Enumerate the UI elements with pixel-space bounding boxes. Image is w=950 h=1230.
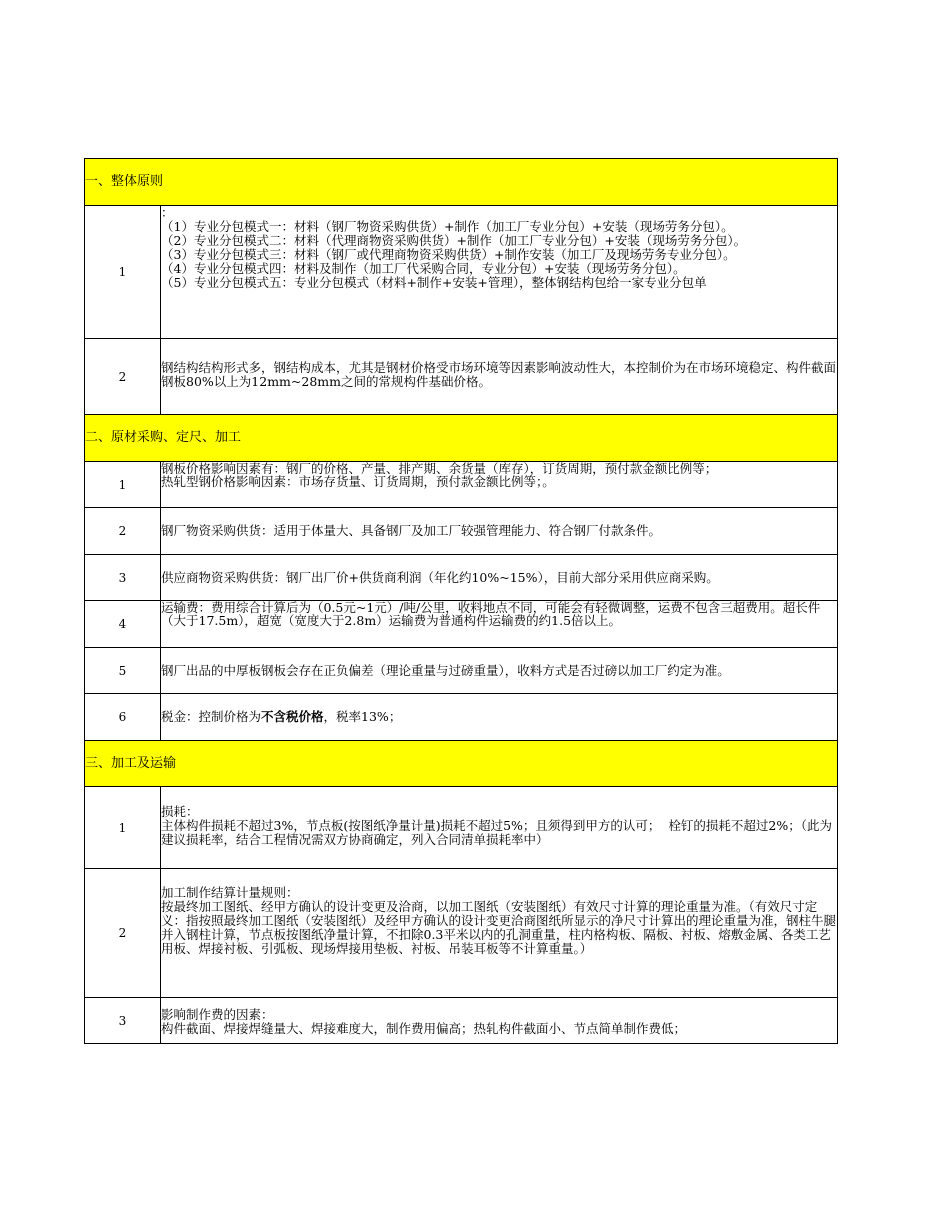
row-content xyxy=(161,998,838,1044)
text-line: 钢结构结构形式多，钢结构成本，尤其是钢材价格受市场环境等因素影响波动性大，本控制价为在市场环境稳定、构件截面钢板80%以上为12mm~28mm之间的常规构件基础价格。 xyxy=(161,360,837,389)
row-content: 钢厂物资采购供货：适用于体量大、具备钢厂及加工厂较强管理能力、符合钢厂付款条件。 xyxy=(161,508,838,555)
text-line: （3）专业分包模式三：材料（钢厂或代理商物资采购供货）+制作安装（加工厂及现场劳务专业分包）。 xyxy=(161,247,736,262)
row-number: 1 xyxy=(85,206,161,339)
row-content xyxy=(161,869,838,998)
text-line: 钢厂出品的中厚板钢板会存在正负偏差（理论重量与过磅重量），收料方式是否过磅以加工厂约定为准。 xyxy=(161,662,730,678)
row-content xyxy=(161,601,838,648)
text-line: 加工制作结算计量规则： xyxy=(161,885,299,900)
table-row xyxy=(85,462,838,508)
row-content xyxy=(161,339,838,415)
section-header-overall-principles xyxy=(85,159,838,206)
text-line: ： xyxy=(161,206,174,220)
row-number: 1 xyxy=(85,787,161,869)
row-content xyxy=(161,462,838,508)
table-row xyxy=(85,555,838,601)
tax-text-before: 税金：控制价格为 xyxy=(161,709,262,724)
row-number: 2 xyxy=(85,339,161,415)
row-number: 4 xyxy=(85,601,161,648)
row-number: 2 xyxy=(85,508,161,555)
table-row xyxy=(85,787,838,869)
row-content: 供应商物资采购供货：钢厂出厂价+供货商利润（年化约10%~15%），目前大部分采用供应商采购。 xyxy=(161,555,838,601)
text-line: （2）专业分包模式二：材料（代理商物资采购供货）+制作（加工厂专业分包）+安装（现场劳务分包）。 xyxy=(161,233,747,248)
row-number: 1 xyxy=(85,462,161,508)
section-header-raw-material xyxy=(85,415,838,462)
section-header-processing-transport xyxy=(85,741,838,787)
table-row xyxy=(85,694,838,741)
text-line: 按最终加工图纸、经甲方确认的设计变更及洽商，以加工图纸（安装图纸）有效尺寸计算的理论重量为准。（有效尺寸定义：指按照最终加工图纸（安装图纸）及经甲方确认的设计变更洽商图纸所显示的净尺寸计算出的理论重量为准，钢柱牛腿并入钢柱计算，节点板按图纸净量计算，不扣除0.3平米以内的孔洞重量，柱内格构板、隔板、衬板、熔敷金属、各类工艺用板、焊接衬板、引弧板、现场焊接用垫板、衬板、吊装耳板等不计算重量。） xyxy=(161,899,837,956)
text-line: （1）专业分包模式一：材料（钢厂物资采购供货）+制作（加工厂专业分包）+安装（现场劳务分包）。 xyxy=(161,219,734,234)
table-row xyxy=(85,339,838,415)
table-row xyxy=(85,869,838,998)
row-number: 5 xyxy=(85,648,161,694)
table-row xyxy=(85,508,838,555)
text-line: （4）专业分包模式四：材料及制作（加工厂代采购合同，专业分包）+安装（现场劳务分包）。 xyxy=(161,261,686,276)
row-number: 3 xyxy=(85,555,161,601)
text-line: 主体构件损耗不超过3%，节点板(按图纸净量计量)损耗不超过5%；且须得到甲方的认可； 栓钉的损耗不超过2%；（此为建议损耗率，结合工程情况需双方协商确定，列入合同清单损耗率中） xyxy=(161,818,832,847)
row-number: 3 xyxy=(85,998,161,1044)
text-line: 热轧型钢价格影响因素：市场存货量、订货周期，预付款金额比例等；。 xyxy=(161,474,555,489)
cost-control-table xyxy=(84,158,838,1044)
table-row xyxy=(85,206,838,339)
tax-text-after: ，税率13%； xyxy=(323,709,402,724)
text-line: 损耗： xyxy=(161,804,199,819)
text-line: 构件截面、焊接焊缝量大、焊接难度大，制作费用偏高；热轧构件截面小、节点简单制作费低； xyxy=(161,1021,687,1036)
row-number: 6 xyxy=(85,694,161,741)
row-number: 2 xyxy=(85,869,161,998)
section-title: 一、整体原则 xyxy=(85,159,838,206)
table-row xyxy=(85,998,838,1044)
text-line: 钢板价格影响因素有：钢厂的价格、产量、排产期、余货量（库存），订货周期，预付款金额比例等； xyxy=(161,462,718,476)
tax-text-bold: 不含税价格 xyxy=(261,709,324,724)
table-row xyxy=(85,601,838,648)
row-content xyxy=(161,694,838,741)
row-content xyxy=(161,206,838,339)
section-title: 三、加工及运输 xyxy=(85,741,838,787)
text-line: 影响制作费的因素： xyxy=(161,1007,274,1022)
row-content xyxy=(161,787,838,869)
section-title: 二、原材采购、定尺、加工 xyxy=(85,415,838,462)
row-content xyxy=(161,648,838,694)
table-row xyxy=(85,648,838,694)
text-line: 运输费：费用综合计算后为（0.5元~1元）/吨/公里，收料地点不同，可能会有轻微调整，运费不包含三超费用。超长件（大于17.5m），超宽（宽度大于2.8m）运输费为普通构件运输费的约1.5倍以上。 xyxy=(161,601,821,628)
text-line: （5）专业分包模式五：专业分包模式（材料+制作+安装+管理），整体钢结构包给一家专业分包单 xyxy=(161,275,707,290)
